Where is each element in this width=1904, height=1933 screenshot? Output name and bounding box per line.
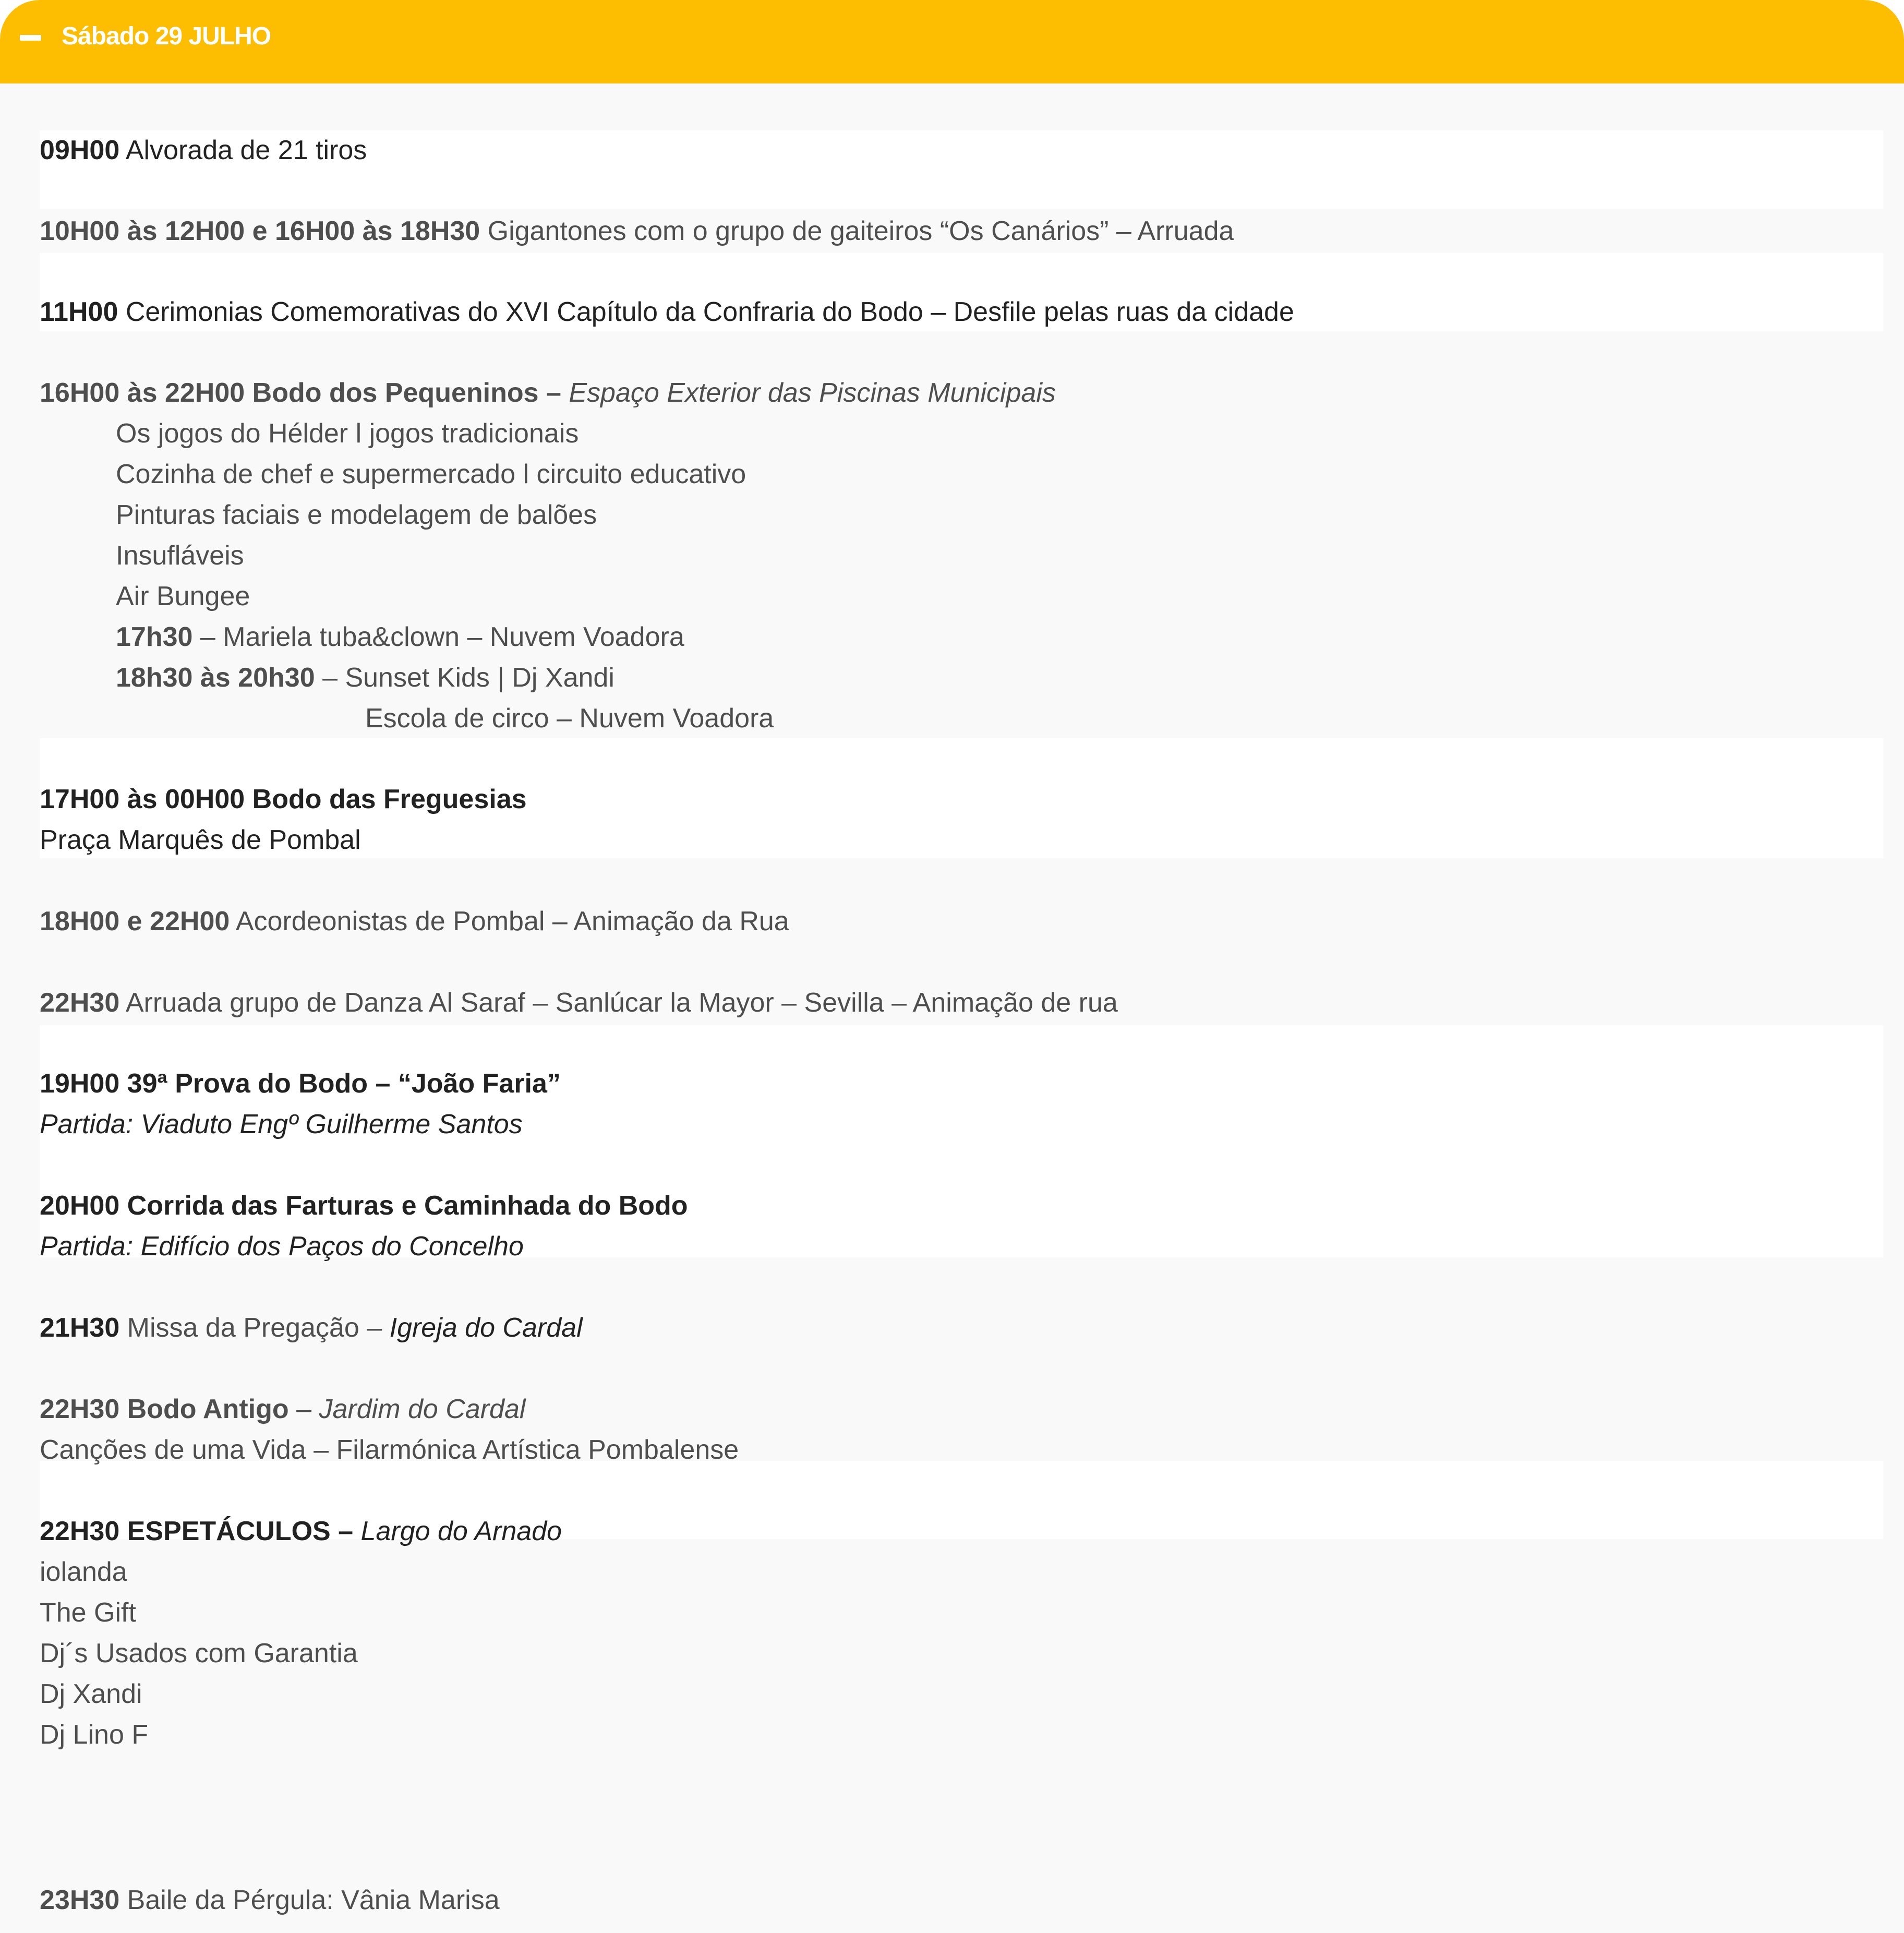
event-row (40, 1392, 525, 1426)
activity-slot-extra: Escola de circo – Nuvem Voadora (365, 703, 774, 734)
event-title: 17H00 às 00H00 Bodo das Freguesias (40, 784, 527, 814)
slot-time: 17h30 (116, 622, 193, 652)
event-text: Acordeonistas de Pombal – Animação da Rua (230, 906, 789, 937)
artist-item: Dj Lino F (40, 1720, 149, 1750)
event-time: 21H30 (40, 1313, 120, 1343)
accordion-header-sabado[interactable] (0, 0, 1904, 83)
activity-item: Insufláveis (116, 541, 244, 571)
activity-item: Air Bungee (116, 581, 250, 611)
event-time: 09H00 (40, 135, 120, 165)
event-detail: Canções de uma Vida – Filarmónica Artística Pombalense (40, 1435, 739, 1465)
event-place: Partida: Viaduto Engº Guilherme Santos (40, 1109, 523, 1139)
activity-item: Pinturas faciais e modelagem de balões (116, 500, 597, 530)
event-place: Igreja do Cardal (389, 1313, 583, 1343)
event-place: Partida: Edifício dos Paços do Concelho (40, 1231, 524, 1262)
artist-item: The Gift (40, 1598, 136, 1628)
event-title: 16H00 às 22H00 Bodo dos Pequeninos – (40, 378, 561, 408)
event-text: Missa da Pregação – (119, 1313, 390, 1343)
activity-item: Cozinha de chef e supermercado l circuito educativo (116, 459, 746, 489)
activity-item: Os jogos do Hélder l jogos tradicionais (116, 418, 579, 449)
artist-item: Dj Xandi (40, 1679, 142, 1709)
event-text: Baile da Pérgula: Vânia Marisa (119, 1885, 500, 1915)
event-row (40, 1311, 583, 1344)
event-row (40, 1067, 561, 1100)
event-place: Jardim do Cardal (319, 1394, 526, 1424)
event-row (40, 134, 367, 167)
event-time: 18H00 e 22H00 (40, 906, 230, 937)
event-title: 19H00 39ª Prova do Bodo – “João Faria” (40, 1068, 561, 1099)
event-row (40, 214, 1234, 248)
event-text: Alvorada de 21 tiros (119, 135, 367, 165)
event-row (40, 1883, 500, 1917)
slot-time: 18h30 às 20h30 (116, 663, 315, 693)
event-time: 22H30 (40, 988, 120, 1018)
accordion-title: Sábado 29 JULHO (62, 22, 271, 50)
slot-text: – Mariela tuba&clown – Nuvem Voadora (192, 622, 684, 652)
event-text: Cerimonias Comemorativas do XVI Capítulo da Confraria do Bodo – Desfile pelas ruas da cidade (118, 297, 1294, 327)
event-text: Arruada grupo de Danza Al Saraf – Sanlúcar la Mayor – Sevilla – Animação de rua (119, 988, 1118, 1018)
event-row (40, 905, 789, 938)
event-time: 22H30 ESPETÁCULOS – (40, 1516, 354, 1546)
slot-text: – Sunset Kids | Dj Xandi (315, 663, 614, 693)
minus-icon[interactable] (20, 35, 41, 41)
event-row (40, 295, 1294, 329)
event-row (40, 376, 1056, 410)
activity-slot (116, 620, 684, 654)
row-band (40, 1025, 1883, 1257)
event-row (40, 1189, 688, 1222)
event-row (40, 986, 1118, 1019)
event-place: Espaço Exterior das Piscinas Municipais (561, 378, 1056, 408)
event-text: – (288, 1394, 319, 1424)
artist-item: iolanda (40, 1557, 127, 1587)
artist-item: Dj´s Usados com Garantia (40, 1638, 358, 1668)
event-row (40, 783, 527, 816)
event-title: 20H00 Corrida das Farturas e Caminhada do Bodo (40, 1191, 688, 1221)
activity-slot (116, 661, 614, 694)
event-time: 11H00 (40, 297, 118, 327)
event-row (40, 1515, 562, 1548)
event-text: Gigantones com o grupo de gaiteiros “Os Canários” – Arruada (480, 216, 1234, 246)
event-place: Largo do Arnado (353, 1516, 562, 1546)
event-time: 23H30 (40, 1885, 120, 1915)
event-time: 22H30 Bodo Antigo (40, 1394, 289, 1424)
event-place: Praça Marquês de Pombal (40, 825, 361, 855)
event-time: 10H00 às 12H00 e 16H00 às 18H30 (40, 216, 480, 246)
